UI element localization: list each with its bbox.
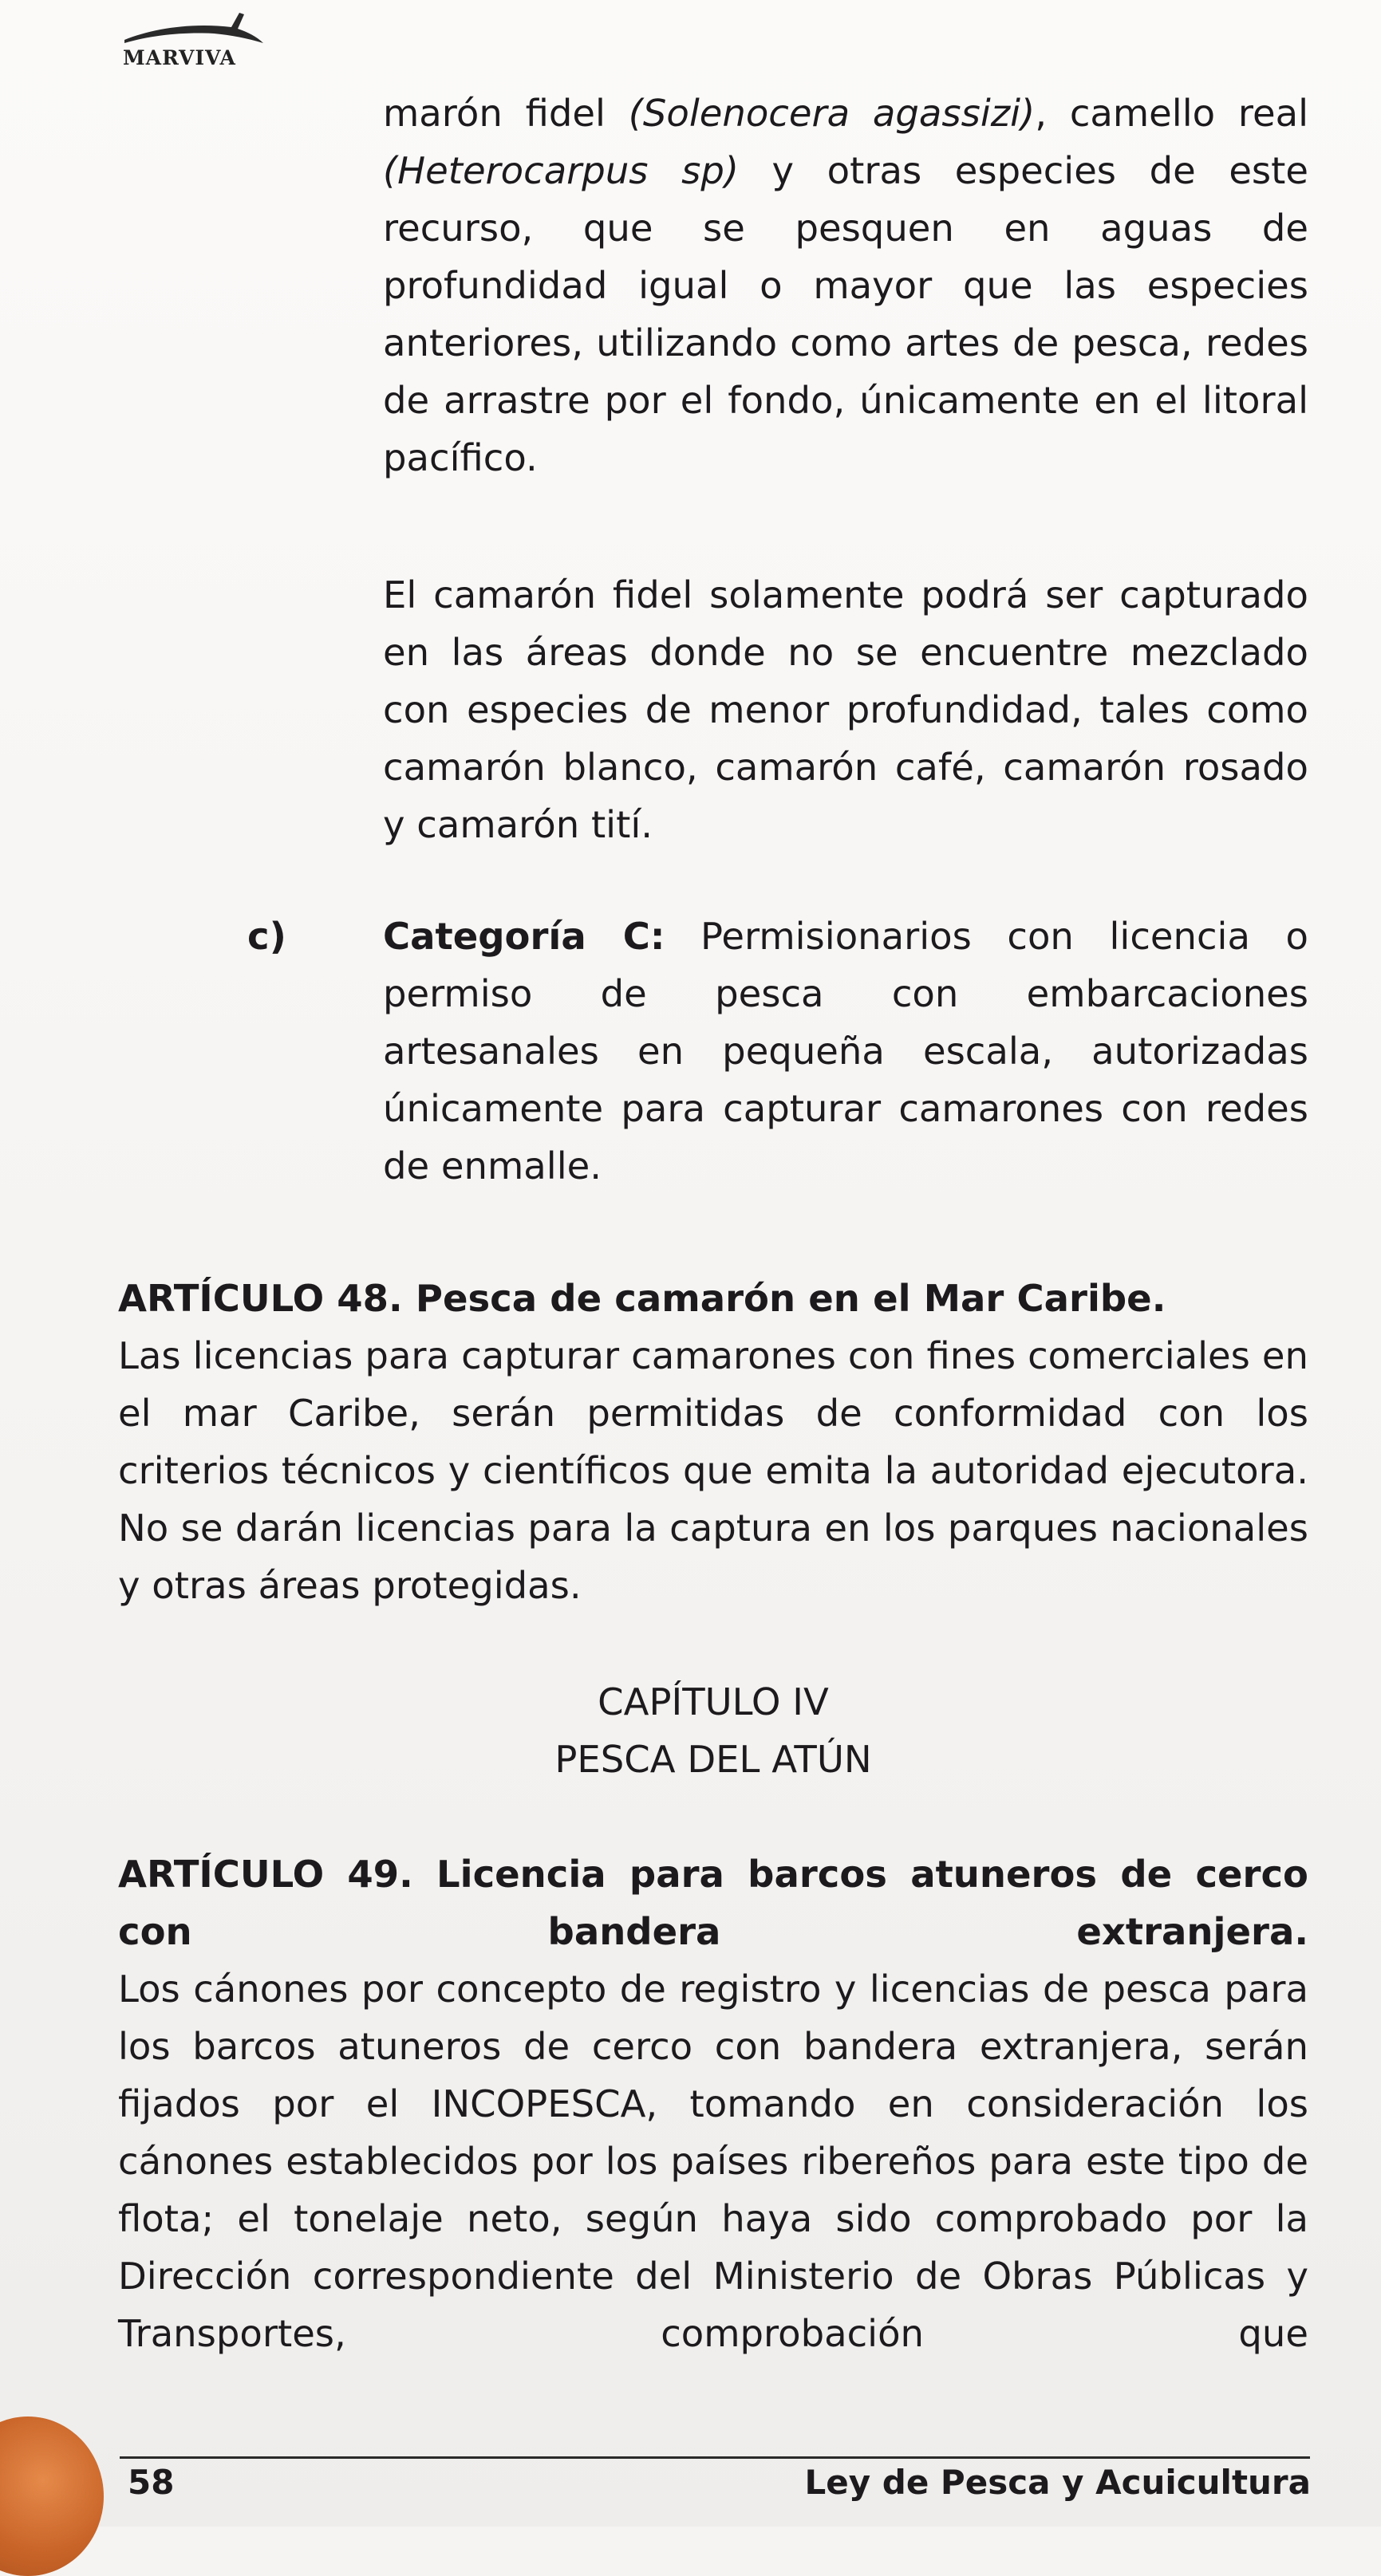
footer-divider [120, 2456, 1310, 2459]
article-49-heading: ARTÍCULO 49. Licencia para barcos atuneros de cerco con bandera extranjera. [118, 1853, 1308, 1953]
chapter-number: CAPÍTULO IV [598, 1680, 829, 1723]
paragraph-text-segment: y otras especies de este recurso, que se pesquen en aguas de profundidad igual o mayor que las especies anteriores, utilizando como artes de pesca, redes de arrastre por el fondo, únicamente en el litoral pacífico. [383, 149, 1308, 479]
logo-text: MARVIVA [123, 46, 236, 69]
paragraph-text-segment: marón fidel [383, 92, 629, 135]
paragraph-species-continuation [383, 85, 1308, 486]
paragraph-camaron-fidel: El camarón fidel solamente podrá ser capturado en las áreas donde no se encuentre mezclado con especies de menor profundidad, tales como camarón blanco, camarón café, camarón rosado y camarón tití. [383, 573, 1308, 846]
paragraph-text-segment: , camello real [1035, 92, 1308, 135]
page-number: 58 [128, 2463, 175, 2502]
footer-book-title: Ley de Pesca y Acuicultura [804, 2463, 1311, 2502]
thumb-holding-page [0, 2416, 104, 2576]
marviva-logo [120, 8, 279, 80]
article-48-heading: ARTÍCULO 48. Pesca de camarón en el Mar Caribe. [118, 1277, 1166, 1320]
list-item-categoria-c [383, 908, 1308, 1195]
list-label-c: c) [247, 915, 286, 958]
species-scientific-name: (Solenocera agassizi) [628, 92, 1036, 135]
categoria-c-text: Permisionarios con licencia o permiso de pesca con embarcaciones artesanales en pequeña escala, autorizadas únicamente para capturar camarones con redes de enmalle. [383, 915, 1308, 1188]
article-49-body: Los cánones por concepto de registro y licencias de pesca para los barcos atuneros de cerco con bandera extranjera, serán fijados por el INCOPESCA, tomando en consideración los cánones establecidos por los países ribereños para este tipo de flota; el tonelaje neto, según haya sido comprobado por la Dirección correspondiente del Ministerio de Obras Públicas y Transportes, comprobación que [118, 1967, 1308, 2355]
categoria-c-title: Categoría C: [383, 915, 665, 958]
chapter-title: PESCA DEL ATÚN [554, 1738, 872, 1781]
article-48-body: Las licencias para capturar camarones con fines comerciales en el mar Caribe, serán permitidas de conformidad con los criterios técnicos y científicos que emita la autoridad ejecutora. No se darán licencias para la captura en los parques nacionales y otras áreas protegidas. [118, 1334, 1308, 1607]
species-scientific-name: (Heterocarpus sp) [383, 149, 739, 192]
